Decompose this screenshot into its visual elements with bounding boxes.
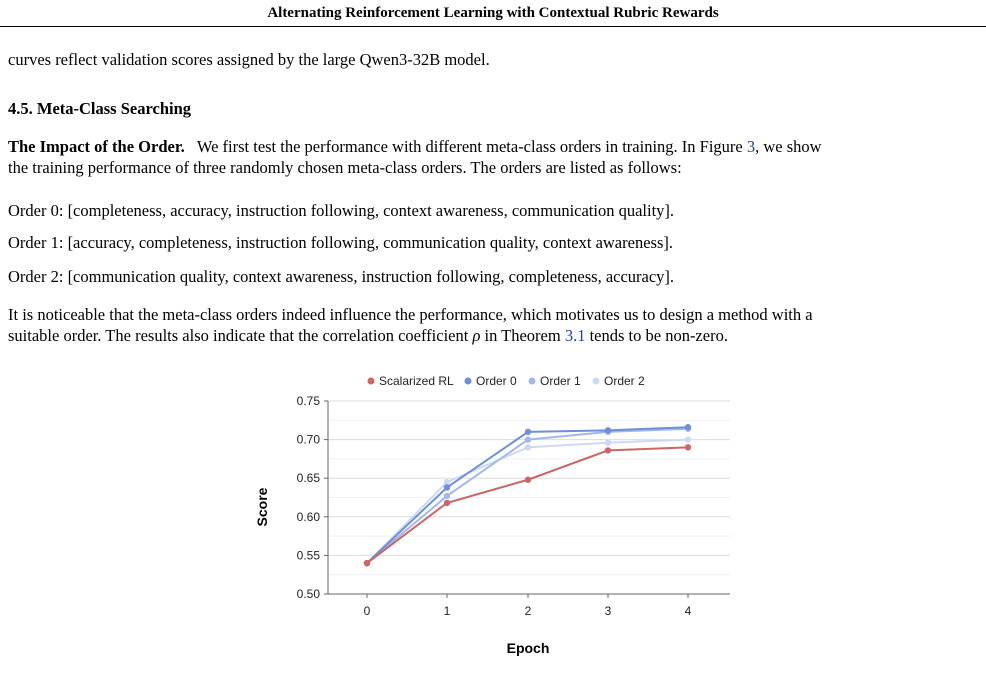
y-axis-label: Score bbox=[254, 487, 270, 527]
order-1-line: Order 1: [accuracy, completeness, instruction following, communication quality, context awareness]. bbox=[8, 233, 673, 252]
series-scalarized-rl bbox=[364, 444, 691, 566]
legend-label-order-1: Order 1 bbox=[540, 374, 581, 388]
x-axis-label: Epoch bbox=[506, 640, 550, 656]
data-point-order-1 bbox=[444, 493, 450, 499]
data-point-scalarized-rl bbox=[605, 447, 611, 453]
figure-reference-link[interactable]: 3 bbox=[746, 137, 756, 156]
series-order-2 bbox=[364, 436, 691, 566]
data-point-scalarized-rl bbox=[444, 500, 450, 506]
paragraph-prev-line: curves reflect validation scores assigned by the large Qwen3-32B model. bbox=[8, 50, 490, 69]
rho-symbol: ρ bbox=[472, 326, 481, 345]
order-2-line: Order 2: [communication quality, context awareness, instruction following, completeness, accuracy]. bbox=[8, 267, 675, 286]
y-tick-label: 0.65 bbox=[296, 471, 320, 486]
y-tick-label: 0.50 bbox=[296, 587, 320, 601]
data-point-order-2 bbox=[685, 436, 691, 442]
data-point-scalarized-rl bbox=[525, 477, 531, 483]
data-point-order-0 bbox=[525, 429, 531, 435]
data-point-scalarized-rl bbox=[685, 444, 691, 450]
data-point-order-0 bbox=[685, 424, 691, 430]
chart-series bbox=[364, 424, 691, 566]
series-line-scalarized-rl bbox=[367, 447, 688, 563]
data-point-order-1 bbox=[525, 436, 531, 442]
y-tick-label: 0.55 bbox=[296, 548, 320, 563]
paragraph-text: the training performance of three randomly chosen meta-class orders. The orders are listed as follows: bbox=[8, 158, 682, 177]
paragraph-text: , we show bbox=[755, 137, 822, 156]
theorem-reference-link[interactable]: 3.1 bbox=[564, 326, 586, 345]
y-tick-label: 0.70 bbox=[296, 432, 320, 447]
legend-item-order-2 bbox=[593, 374, 646, 388]
x-tick-label: 2 bbox=[524, 604, 532, 618]
legend-marker-order-0 bbox=[465, 378, 472, 385]
paragraph-text: tends to be non-zero. bbox=[585, 326, 728, 345]
paragraph-text: in Theorem bbox=[480, 326, 565, 345]
legend-item-order-0 bbox=[465, 374, 518, 388]
section-heading: 4.5. Meta-Class Searching bbox=[8, 99, 192, 118]
legend-item-scalarized-rl bbox=[368, 374, 455, 388]
x-tick-label: 0 bbox=[363, 604, 371, 618]
paragraph-text: suitable order. The results also indicate that the correlation coefficient bbox=[8, 326, 473, 345]
data-point-scalarized-rl bbox=[364, 560, 370, 566]
data-point-order-2 bbox=[525, 444, 531, 450]
running-header: Alternating Reinforcement Learning with Contextual Rubric Rewards bbox=[267, 5, 719, 21]
legend-marker-order-2 bbox=[593, 378, 600, 385]
data-point-order-0 bbox=[605, 427, 611, 433]
legend-label-order-0: Order 0 bbox=[476, 374, 517, 388]
paragraph-text: We first test the performance with different meta-class orders in training. In Figure bbox=[196, 137, 747, 156]
y-axis bbox=[297, 394, 328, 601]
paragraph-lead: The Impact of the Order. bbox=[8, 137, 185, 156]
legend-marker-order-1 bbox=[529, 378, 536, 385]
legend-label-order-2: Order 2 bbox=[604, 374, 645, 388]
series-line-order-2 bbox=[367, 440, 688, 564]
y-tick-label: 0.60 bbox=[296, 509, 320, 524]
y-tick-label: 0.75 bbox=[296, 394, 320, 408]
legend-marker-scalarized-rl bbox=[368, 378, 375, 385]
x-axis bbox=[328, 594, 730, 618]
data-point-order-0 bbox=[444, 484, 450, 490]
chart-legend bbox=[368, 374, 646, 388]
paragraph-text: It is noticeable that the meta-class orders indeed influence the performance, which motivates us to design a method with a bbox=[8, 305, 813, 324]
x-tick-label: 3 bbox=[604, 604, 612, 618]
legend-label-scalarized-rl: Scalarized RL bbox=[379, 374, 454, 388]
legend-item-order-1 bbox=[529, 374, 582, 388]
x-tick-label: 4 bbox=[684, 604, 692, 618]
x-tick-label: 1 bbox=[443, 604, 451, 618]
data-point-order-2 bbox=[605, 439, 611, 445]
order-0-line: Order 0: [completeness, accuracy, instruction following, context awareness, communication quality]. bbox=[8, 201, 675, 220]
